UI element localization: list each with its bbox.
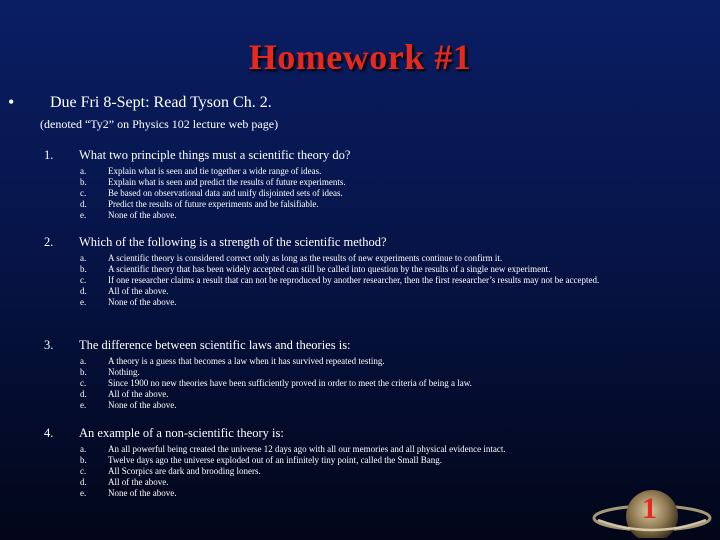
option-text: A theory is a guess that becomes a law when it has survived repeated testing. bbox=[108, 356, 385, 366]
question-number: 1. bbox=[44, 148, 54, 162]
option-text: A scientific theory is considered correct only as long as the results of new experiments continue to confirm it. bbox=[108, 253, 503, 263]
option bbox=[80, 177, 700, 188]
option-text: None of the above. bbox=[108, 297, 177, 307]
option-letter: c. bbox=[80, 378, 87, 388]
option-text: Predict the results of future experiments and be falsifiable. bbox=[108, 199, 319, 209]
option-text: Since 1900 no new theories have been sufficiently proved in order to meet the criteria of being a law. bbox=[108, 378, 472, 388]
option bbox=[80, 400, 700, 411]
option bbox=[80, 210, 700, 221]
question-number: 3. bbox=[44, 338, 54, 352]
question-text: What two principle things must a scientific theory do? bbox=[79, 148, 351, 162]
option bbox=[80, 199, 700, 210]
option-letter: c. bbox=[80, 275, 87, 285]
option bbox=[80, 253, 700, 264]
option-letter: c. bbox=[80, 188, 87, 198]
option-letter: e. bbox=[80, 488, 87, 498]
option-letter: e. bbox=[80, 210, 87, 220]
option bbox=[80, 297, 700, 308]
question-text: An example of a non-scientific theory is: bbox=[79, 426, 284, 440]
option bbox=[80, 264, 700, 275]
option bbox=[80, 166, 700, 177]
question-2-options bbox=[80, 253, 700, 308]
option bbox=[80, 444, 700, 455]
option-text: None of the above. bbox=[108, 400, 177, 410]
question-text: Which of the following is a strength of the scientific method? bbox=[79, 235, 387, 249]
option bbox=[80, 286, 700, 297]
option-letter: e. bbox=[80, 400, 87, 410]
option-text: None of the above. bbox=[108, 488, 177, 498]
question-3-options bbox=[80, 356, 700, 411]
option-letter: e. bbox=[80, 297, 87, 307]
option-text: All of the above. bbox=[108, 286, 169, 296]
option-text: Nothing. bbox=[108, 367, 140, 377]
option-letter: a. bbox=[80, 444, 87, 454]
option bbox=[80, 356, 700, 367]
slide-title: Homework #1 bbox=[248, 37, 472, 77]
option-text: All of the above. bbox=[108, 477, 169, 487]
option-letter: a. bbox=[80, 253, 87, 263]
option-letter: d. bbox=[80, 199, 87, 209]
option bbox=[80, 455, 700, 466]
option-text: Explain what is seen and predict the results of future experiments. bbox=[108, 177, 346, 187]
due-line: Due Fri 8-Sept: Read Tyson Ch. 2. bbox=[50, 94, 272, 111]
option-text: A scientific theory that has been widely accepted can still be called into question by the results of a single new experiment. bbox=[108, 264, 551, 274]
option-text: All Scorpics are dark and brooding loners. bbox=[108, 466, 261, 476]
option bbox=[80, 389, 700, 400]
option-letter: d. bbox=[80, 477, 87, 487]
option bbox=[80, 367, 700, 378]
option-letter: d. bbox=[80, 389, 87, 399]
option-text: An all powerful being created the universe 12 days ago with all our memories and all physical evidence intact. bbox=[108, 444, 506, 454]
option-letter: b. bbox=[80, 455, 87, 465]
option-text: If one researcher claims a result that can not be reproduced by another researcher, then the first researcher’s results may not be accepted. bbox=[108, 275, 600, 285]
option-text: None of the above. bbox=[108, 210, 177, 220]
option-letter: b. bbox=[80, 177, 87, 187]
option-text: Twelve days ago the universe exploded out of an infinitely tiny point, called the Small Bang. bbox=[108, 455, 443, 465]
option-letter: c. bbox=[80, 466, 87, 476]
question-1-options bbox=[80, 166, 700, 221]
option-text: Be based on observational data and unify disjointed sets of ideas. bbox=[108, 188, 343, 198]
question-number: 4. bbox=[44, 426, 54, 440]
bullet-marker: • bbox=[8, 92, 15, 112]
option-letter: d. bbox=[80, 286, 87, 296]
option-text: Explain what is seen and tie together a wide range of ideas. bbox=[108, 166, 322, 176]
question-number: 2. bbox=[44, 235, 54, 249]
option bbox=[80, 275, 700, 286]
page-number: 1 bbox=[642, 492, 657, 525]
option-letter: a. bbox=[80, 166, 87, 176]
option-letter: a. bbox=[80, 356, 87, 366]
denoted-line: (denoted “Ty2” on Physics 102 lecture web page) bbox=[40, 117, 279, 131]
option-letter: b. bbox=[80, 264, 87, 274]
option bbox=[80, 188, 700, 199]
option bbox=[80, 378, 700, 389]
question-text: The difference between scientific laws and theories is: bbox=[79, 338, 351, 352]
option bbox=[80, 466, 700, 477]
option-text: All of the above. bbox=[108, 389, 169, 399]
option-letter: b. bbox=[80, 367, 87, 377]
